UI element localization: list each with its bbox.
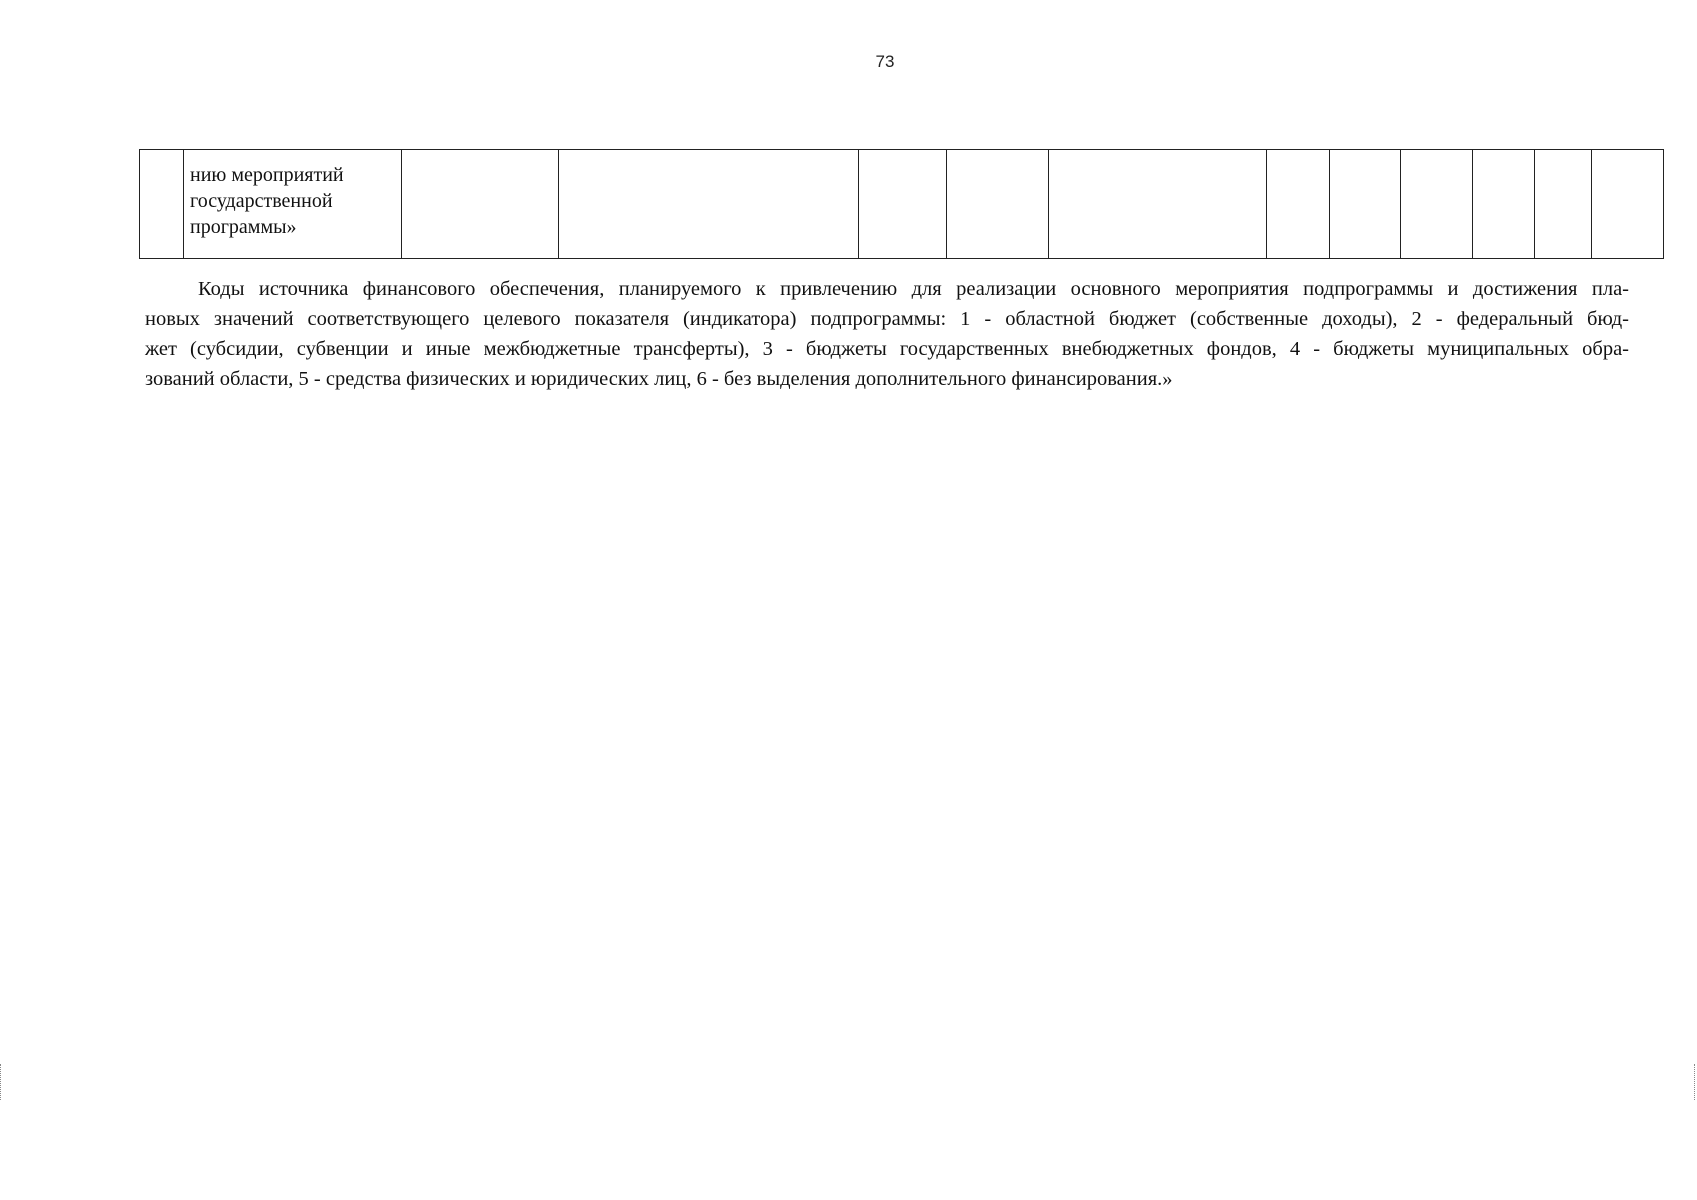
footnote-line: жет (субсидии, субвенции и иные межбюджетные трансферты), 3 - бюджеты государственных внебюджетных фондов, 4 - бюджеты муниципальных обра- bbox=[145, 338, 1629, 360]
table-cell bbox=[1401, 150, 1473, 259]
table-cell bbox=[402, 150, 559, 259]
footnote-line: Коды источника финансового обеспечения, планируемого к привлечению для реализации основного мероприятия подпрограммы и достижения пла- bbox=[198, 278, 1629, 300]
table-cell bbox=[859, 150, 947, 259]
table-cell bbox=[947, 150, 1049, 259]
program-table bbox=[139, 149, 1664, 259]
table-cell bbox=[1535, 150, 1592, 259]
table-cell bbox=[1592, 150, 1664, 259]
continuation-table bbox=[139, 149, 1663, 259]
cell-text-line: программы» bbox=[190, 216, 297, 238]
table-cell bbox=[1049, 150, 1267, 259]
table-row bbox=[140, 150, 1664, 259]
table-cell bbox=[1330, 150, 1401, 259]
cell-text-line: государственной bbox=[190, 190, 333, 212]
table-cell bbox=[559, 150, 859, 259]
funding-codes-footnote bbox=[145, 274, 1629, 394]
scan-margin-mark bbox=[0, 1064, 3, 1100]
footnote-line: новых значений соответствующего целевого показателя (индикатора) подпрограммы: 1 - областной бюджет (собственные доходы), 2 - федеральный бюд- bbox=[145, 308, 1629, 330]
table-cell-number bbox=[140, 150, 184, 259]
footnote-line: зований области, 5 - средства физических и юридических лиц, 6 - без выделения дополнительного финансирования.» bbox=[145, 368, 1173, 390]
table-cell bbox=[1267, 150, 1330, 259]
table-cell bbox=[1473, 150, 1535, 259]
cell-text-line: нию мероприятий bbox=[190, 164, 344, 186]
page-number: 73 bbox=[875, 52, 895, 71]
table-cell-name bbox=[184, 150, 402, 259]
